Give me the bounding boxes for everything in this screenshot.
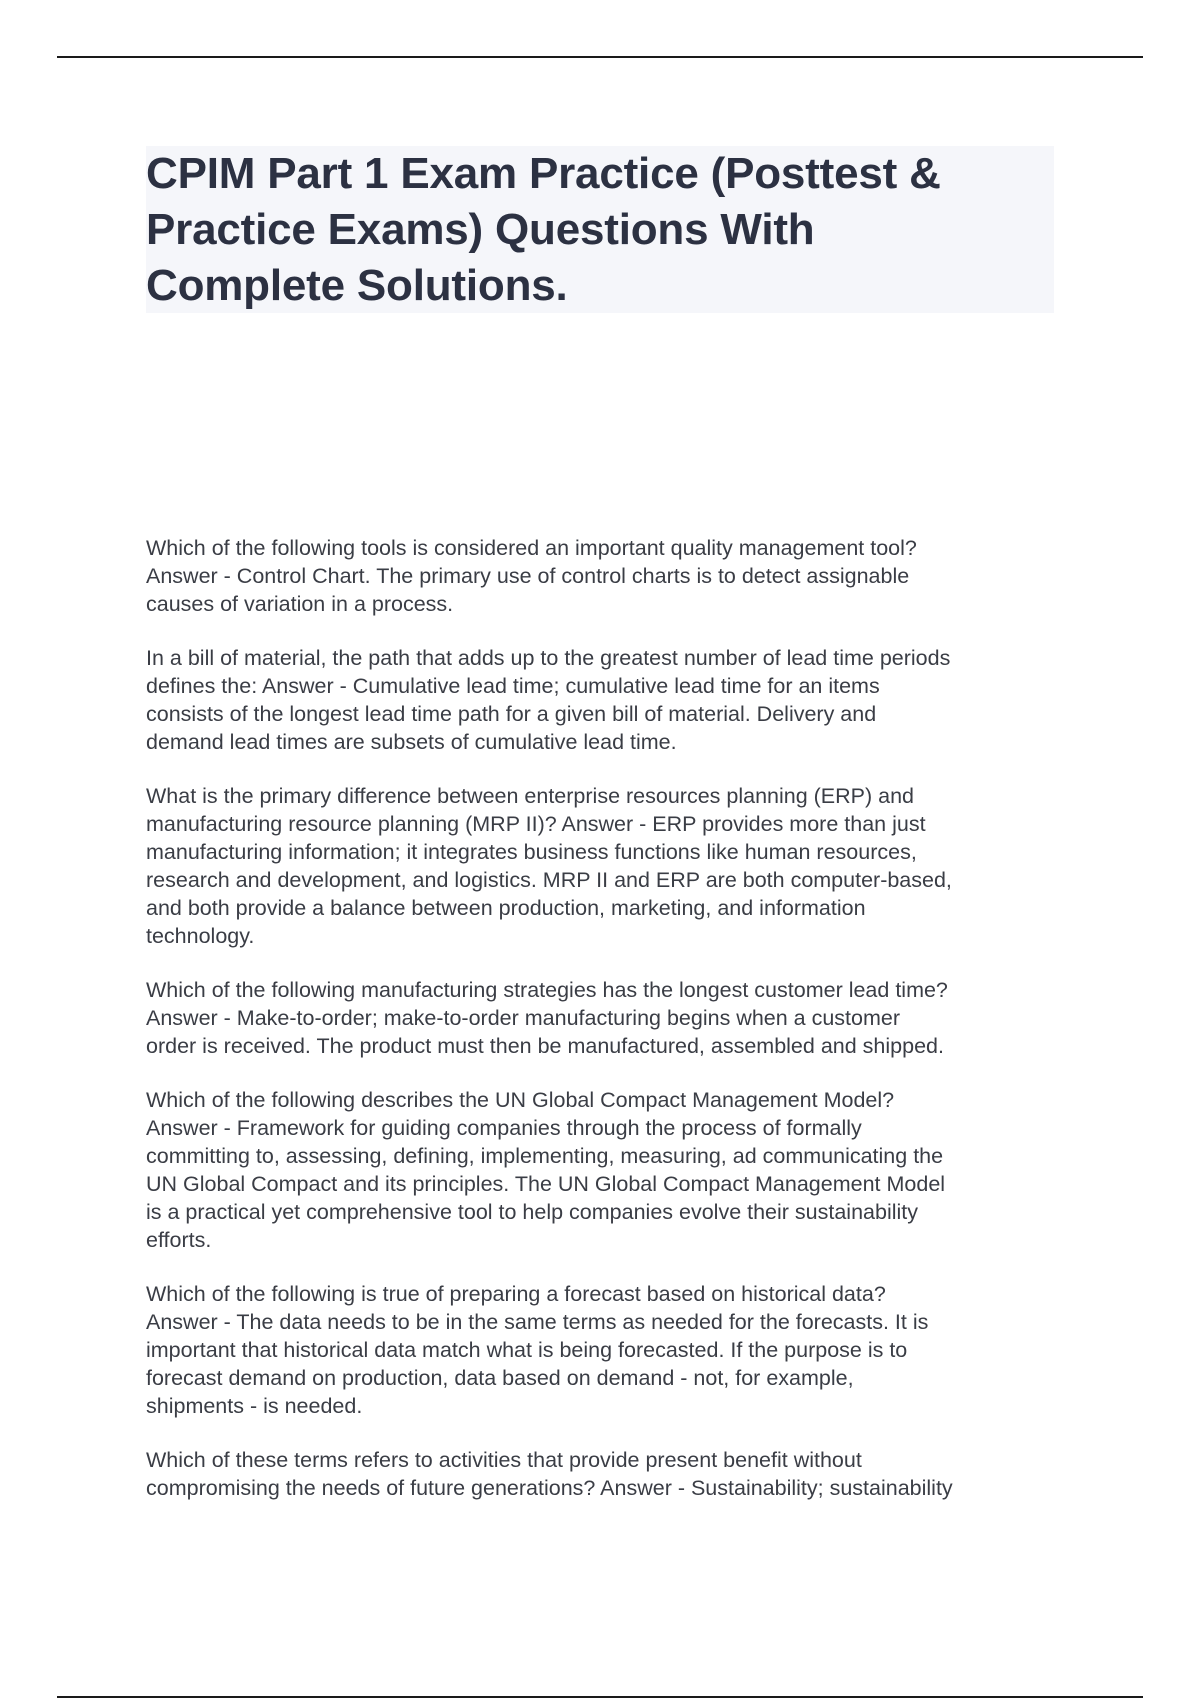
qa-line: committing to, assessing, defining, implementing, measuring, ad communicating the: [146, 1144, 944, 1168]
qa-line: technology.: [146, 924, 255, 948]
qa-line: manufacturing resource planning (MRP II)? Answer - ERP provides more than just: [146, 812, 926, 836]
qa-line: Which of the following describes the UN Global Compact Management Model?: [146, 1088, 895, 1112]
qa-item: [146, 782, 1066, 950]
qa-line: compromising the needs of future generations? Answer - Sustainability; sustainability: [146, 1476, 953, 1500]
qa-item: [146, 534, 1066, 618]
qa-line: Which of the following is true of preparing a forecast based on historical data?: [146, 1282, 886, 1306]
qa-line: efforts.: [146, 1228, 212, 1252]
qa-line: Answer - Framework for guiding companies through the process of formally: [146, 1116, 862, 1140]
title-line: Practice Exams) Questions With: [146, 205, 815, 254]
qa-line: consists of the longest lead time path for a given bill of material. Delivery and: [146, 702, 877, 726]
qa-line: What is the primary difference between enterprise resources planning (ERP) and: [146, 784, 915, 808]
qa-line: Answer - Make-to-order; make-to-order manufacturing begins when a customer: [146, 1006, 901, 1030]
qa-line: Answer - The data needs to be in the same terms as needed for the forecasts. It is: [146, 1310, 929, 1334]
document-title: [146, 146, 1054, 314]
qa-line: forecast demand on production, data based on demand - not, for example,: [146, 1366, 854, 1390]
title-block: [146, 146, 1054, 313]
qa-item: [146, 1280, 1066, 1420]
qa-line: research and development, and logistics. MRP II and ERP are both computer-based,: [146, 868, 952, 892]
footer-rule: [57, 1696, 1143, 1698]
qa-line: important that historical data match what is being forecasted. If the purpose is to: [146, 1338, 908, 1362]
qa-line: causes of variation in a process.: [146, 592, 454, 616]
qa-line: Which of the following tools is considered an important quality management tool?: [146, 536, 917, 560]
qa-item: [146, 644, 1066, 756]
qa-list: [146, 534, 1066, 1528]
qa-line: Which of the following manufacturing strategies has the longest customer lead time?: [146, 978, 948, 1002]
qa-line: UN Global Compact and its principles. The UN Global Compact Management Model: [146, 1172, 946, 1196]
qa-line: is a practical yet comprehensive tool to help companies evolve their sustainability: [146, 1200, 919, 1224]
title-line: Complete Solutions.: [146, 261, 568, 310]
qa-line: defines the: Answer - Cumulative lead time; cumulative lead time for an items: [146, 674, 880, 698]
qa-line: Which of these terms refers to activities that provide present benefit without: [146, 1448, 862, 1472]
qa-line: Answer - Control Chart. The primary use of control charts is to detect assignable: [146, 564, 910, 588]
qa-line: demand lead times are subsets of cumulative lead time.: [146, 730, 677, 754]
qa-line: In a bill of material, the path that adds up to the greatest number of lead time periods: [146, 646, 951, 670]
qa-line: order is received. The product must then be manufactured, assembled and shipped.: [146, 1034, 944, 1058]
title-line: CPIM Part 1 Exam Practice (Posttest &: [146, 149, 941, 198]
header-rule: [57, 56, 1143, 58]
qa-item: [146, 1086, 1066, 1254]
qa-item: [146, 1446, 1066, 1502]
qa-line: manufacturing information; it integrates business functions like human resources,: [146, 840, 917, 864]
qa-line: and both provide a balance between production, marketing, and information: [146, 896, 866, 920]
qa-item: [146, 976, 1066, 1060]
qa-line: shipments - is needed.: [146, 1394, 363, 1418]
